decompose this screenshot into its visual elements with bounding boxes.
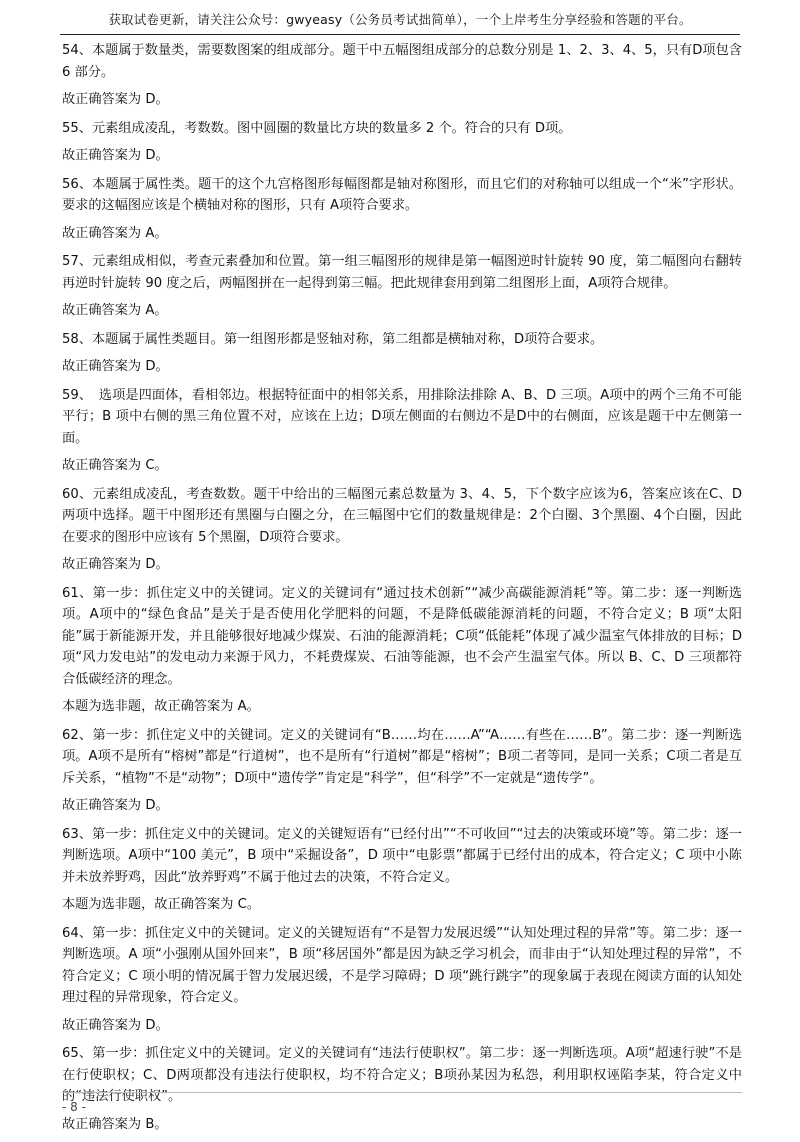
paragraph: 64、第一步：抓住定义中的关键词。定义的关键短语有“不是智力发展迟缓”“认知处理过程的异常”等。第二步：逐一判断选项。A 项“小强刚从国外回来”，B 项“移居国外”都是因为缺乏学习机会，而非由于“认知处理过程的异常”，不符合定义；C 项小明的情况属于智力发展迟缓，不是学习障碍；D 项“跳行跳字”的现象属于表现在阅读方面的认知处理过程的异常现象，符合定义。	[62, 925, 742, 1005]
answer-line: 本题为选非题，故正确答案为 A。	[62, 699, 260, 714]
answer-line: 故正确答案为 A。	[62, 303, 168, 318]
answer-line: 故正确答案为 D。	[62, 92, 169, 107]
answer-line: 故正确答案为 D。	[62, 148, 169, 163]
page-number: - 8 -	[62, 1100, 86, 1114]
page-header: 获取试卷更新，请关注公众号：gwyeasy（公务员考试拙简单），一个上岸考生分享经验和答题的平台。	[60, 10, 740, 35]
paragraph: 56、本题属于属性类。题干的这个九宫格图形每幅图都是轴对称图形，而且它们的对称轴可以组成一个“米”字形状。要求的这幅图应该是个横轴对称的图形，只有 A项符合要求。	[62, 176, 742, 213]
paragraph: 59、 选项是四面体，看相邻边。根据特征面中的相邻关系，用排除法排除 A、B、D 三项。A项中的两个三角不可能平行；B 项中右侧的黑三角位置不对，应该在上边；D项左侧面的右侧边不是D中的右侧面，应该是题干中左侧第一面。	[62, 387, 742, 446]
paragraph: 65、第一步：抓住定义中的关键词。定义的关键词有“违法行使职权”。第二步：逐一判断选项。A项“超速行驶”不是在行使职权；C、D两项都没有违法行使职权，均不符合定义；B项孙某因为私怨，利用职权诬陷李某，符合定义中的“违法行使职权”。	[62, 1046, 742, 1104]
document-body	[62, 40, 742, 1142]
paragraph: 62、第一步：抓住定义中的关键词。定义的关键词有“B……均在……A”“A……有些在……B”。第二步：逐一判断选项。A项不是所有“榕树”都是“行道树”，也不是所有“行道树”都是“榕树”；B项二者等同，是同一关系；C项二者是互斥关系，“植物”不是“动物”；D项中“遗传学”肯定是“科学”，但“科学”不一定就是“遗传学”。	[62, 727, 742, 786]
answer-line: 故正确答案为 D。	[62, 557, 169, 572]
paragraph: 60、元素组成凌乱，考查数数。题干中给出的三幅图元素总数量为 3、4、5，下个数字应该为6，答案应该在C、D两项中选择。题干中图形还有黑圈与白圈之分，在三幅图中它们的数量规律是：2个白圈、3个黑圈、4个白圈，因此在要求的图形中应该有 5个黑圈，D项符合要求。	[62, 486, 742, 545]
paragraph: 63、第一步：抓住定义中的关键词。定义的关键短语有“已经付出”“不可收回”“过去的决策或环境”等。第二步：逐一判断选项。A项中“100 美元”，B 项中“采掘设备”，D 项中“电影票”都属于已经付出的成本，符合定义；C 项中小陈并未放养野鸡，因此“放养野鸡”不属于他过去的决策，不符合定义。	[62, 826, 742, 885]
answer-line: 本题为选非题，故正确答案为 C。	[62, 897, 261, 912]
paragraph: 57、元素组成相似，考查元素叠加和位置。第一组三幅图形的规律是第一幅图逆时针旋转 90 度，第二幅图向右翻转再逆时针旋转 90 度之后，两幅图拼在一起得到第三幅。把此规律套用到第二组图形上面，A项符合规律。	[62, 254, 742, 291]
paragraph: 55、元素组成凌乱，考数数。图中圆圈的数量比方块的数量多 2 个。符合的只有 D项。	[62, 120, 572, 136]
answer-line: 故正确答案为 D。	[62, 359, 169, 374]
answer-line: 故正确答案为 B。	[62, 1116, 168, 1132]
paragraph: 58、本题属于属性类题目。第一组图形都是竖轴对称，第二组都是横轴对称，D项符合要求。	[62, 331, 604, 347]
paragraph: 61、第一步：抓住定义中的关键词。定义的关键词有“通过技术创新”“减少高碳能源消耗”等。第二步：逐一判断选项。A项中的“绿色食品”是关于是否使用化学肥料的问题，不是降低碳能源消耗的问题，不符合定义；B 项“太阳能”属于新能源开发，并且能够很好地减少煤炭、石油的能源消耗；C项“低能耗”体现了减少温室气体排放的目标；D项“风力发电站”的发电动力来源于风力，不耗费煤炭、石油等能源，也不会产生温室气体。所以 B、C、D 三项都符合低碳经济的理念。	[62, 585, 742, 687]
answer-line: 故正确答案为 D。	[62, 798, 169, 813]
answer-line: 故正确答案为 A。	[62, 225, 168, 241]
paragraph: 54、本题属于数量类，需要数图案的组成部分。题干中五幅图组成部分的总数分别是 1、2、3、4、5，只有D项包含 6 部分。	[62, 43, 742, 80]
answer-line: 故正确答案为 D。	[62, 1017, 169, 1033]
answer-line: 故正确答案为 C。	[62, 458, 168, 473]
page-bottom-rule	[62, 1092, 742, 1093]
